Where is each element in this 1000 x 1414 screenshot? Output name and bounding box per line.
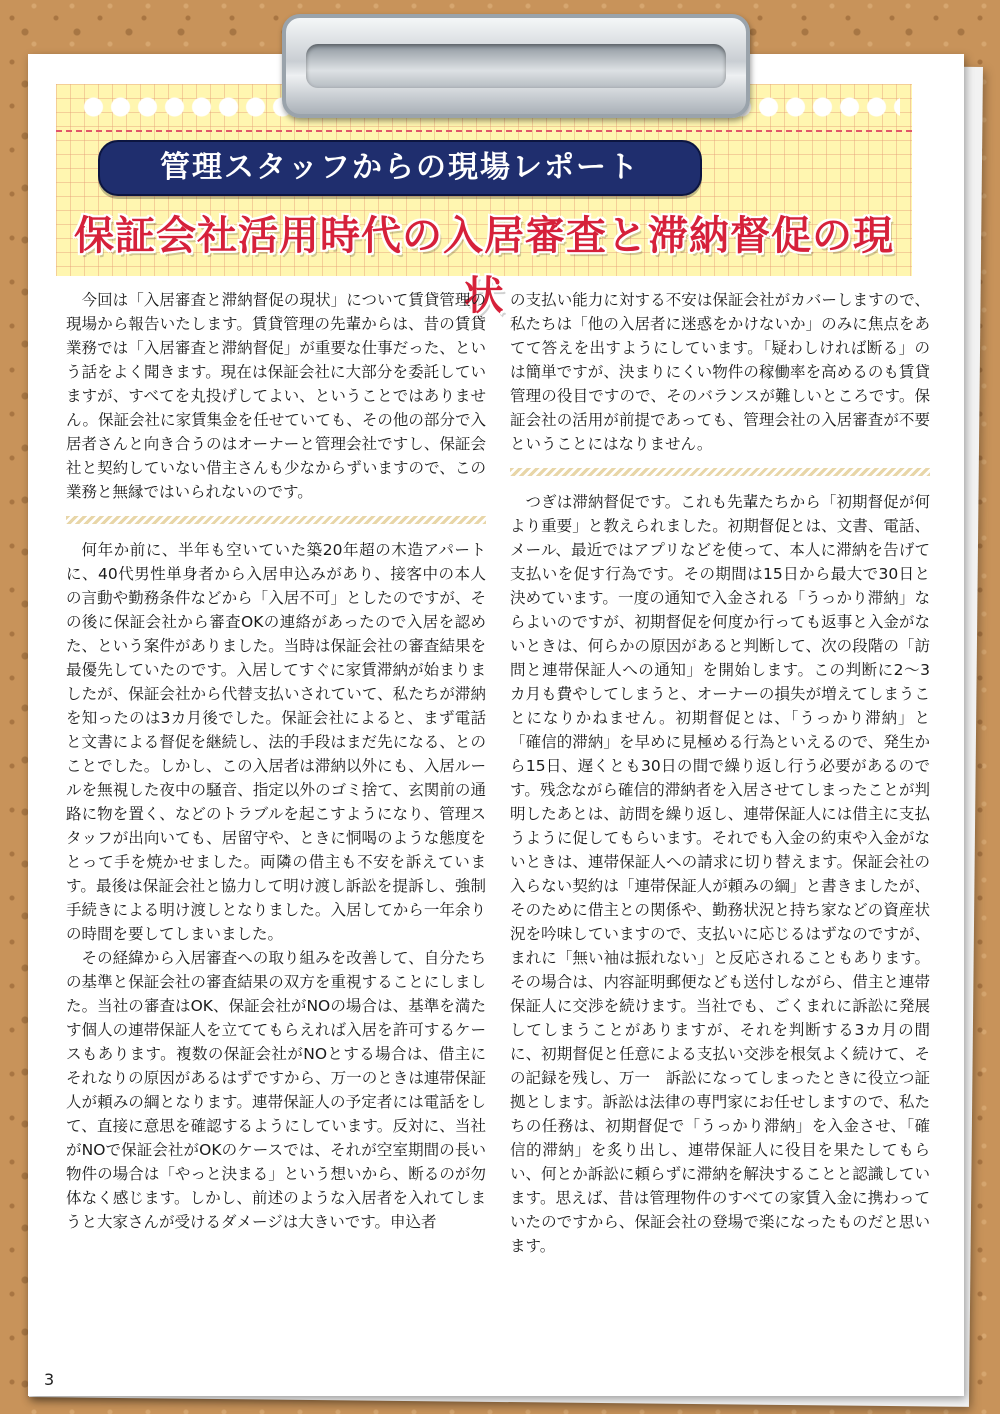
header-dashed-divider <box>56 130 912 132</box>
right-column <box>510 288 930 1258</box>
paragraph-separator <box>510 468 930 476</box>
paragraph: つぎは滞納督促です。これも先輩たちから「初期督促が何より重要」と教えられました。初期督促とは、文書、電話、メール、最近ではアプリなどを使って、本人に滞納を告げて支払いを促す行為です。その期間は15日から最大で30日と決めています。一度の通知で入金される「うっかり滞納」ならよいのですが、初期督促を何度か行っても返事と入金がないときは、何らかの原因があると判断して、次の段階の「訪問と連帯保証人への通知」を開始します。この判断に2〜3カ月も費やしてしまうと、オーナーの損失が増えてしまうことになりかねません。初期督促とは、「うっかり滞納」と「確信的滞納」を早めに見極める行為といえるので、発生から15日、遅くとも30日の間で繰り返し行う必要があるのです。残念ながら確信的滞納者を入居させてしまったことが判明したあとは、訪問を繰り返し、連帯保証人には借主に支払うように促してもらいます。それでも入金の約束や入金がないときは、連帯保証人への請求に切り替えます。保証会社の入らない契約は「連帯保証人が頼みの綱」と書きましたが、そのために借主との関係や、勤務状況と持ち家などの資産状況を吟味していますので、支払いに応じるはずなのですが、まれに「無い袖は振れない」と反応されることもあります。その場合は、内容証明郵便なども送付しながら、借主と連帯保証人に交渉を続けます。当社でも、ごくまれに訴訟に発展してしまうことがありますが、それを判断する3カ月の間に、初期督促と任意による支払い交渉を根気よく続けて、その記録を残し、万一 訴訟になってしまったときに役立つ証拠とします。訴訟は法律の専門家にお任せしますので、私たちの任務は、初期督促で「うっかり滞納」を入金させ、「確信的滞納」を炙り出し、連帯保証人に役目を果たしてもらい、何とか訴訟に頼らずに滞納を解決することと認識しています。思えば、昔は管理物件のすべての家賃入金に携わっていたのですから、保証会社の登場で楽になったものだと思います。 <box>510 493 930 1255</box>
paragraph: その経緯から入居審査への取り組みを改善して、自分たちの基準と保証会社の審査結果の双方を重視することにしました。当社の審査はOK、保証会社がNOの場合は、基準を満たす個人の連帯保証人を立ててもらえれば入居を許可するケースもあります。複数の保証会社がNOとする場合は、借主にそれなりの原因があるはずですから、万一のときは連帯保証人が頼みの綱となります。連帯保証人の予定者には電話をして、直接に意思を確認するようにしています。反対に、当社がNOで保証会社がOKのケースでは、それが空室期間の長い物件の場合は「やっと決まる」という想いから、断るのが勿体なく感じます。しかし、前述のような入居者を入れてしまうと大家さんが受けるダメージは大きいです。申込者 <box>66 949 486 1231</box>
left-column <box>66 288 486 1234</box>
paragraph-separator <box>66 516 486 524</box>
clipboard-clip-icon <box>282 14 750 118</box>
paragraph: の支払い能力に対する不安は保証会社がカバーしますので、私たちは「他の入居者に迷惑をかけないか」のみに焦点をあてて答えを出すようにしています。「疑わしければ断る」のは簡単ですが、決まりにくい物件の稼働率を高めるのも賃貸管理の役目ですので、そのバランスが難しいところです。保証会社の活用が前提であっても、管理会社の入居審査が不要ということにはなりません。 <box>510 291 930 453</box>
page-title: 保証会社活用時代の入居審査と滞納督促の現状 <box>74 213 894 319</box>
page-number: 3 <box>44 1370 55 1389</box>
paragraph: 今回は「入居審査と滞納督促の現状」について賃貸管理の現場から報告いたします。賃貸管理の先輩からは、昔の賃貸業務では「入居審査と滞納督促」が重要な仕事だった、という話をよく聞きます。現在は保証会社に大部分を委託していますが、すべてを丸投げしてよい、ということではありません。保証会社に家賃集金を任せていても、その他の部分で入居者さんと向き合うのはオーナーと管理会社ですし、保証会社と契約していない借主さんも少なからずいますので、この業務と無縁ではいられないのです。 <box>66 291 486 501</box>
clip-inner <box>306 44 726 88</box>
paragraph: 何年か前に、半年も空いていた築20年超の木造アパートに、40代男性単身者から入居申込みがあり、接客中の本人の言動や勤務条件などから「入居不可」としたのですが、その後に保証会社から審査OKの連絡があったので入居を認めた、という案件がありました。当時は保証会社の審査結果を最優先していたのです。入居してすぐに家賃滞納が始まりましたが、保証会社から代替支払いされていて、私たちが滞納を知ったのは3カ月後でした。保証会社によると、まず電話と文書による督促を継続し、法的手段はまだ先になる、とのことでした。しかし、この入居者は滞納以外にも、入居ルールを無視した夜中の騒音、指定以外のゴミ捨て、玄関前の通路に物を置く、などのトラブルを起こすようになり、管理スタッフが出向いても、居留守や、ときに恫喝のような態度をとって手を焼かせました。両隣の借主も不安を訴えています。最後は保証会社と協力して明け渡し訴訟を提訴し、強制手続きによる明け渡しとなりました。入居してから一年余りの時間を要してしまいました。 <box>66 541 486 943</box>
section-kicker-label: 管理スタッフからの現場レポート <box>98 140 702 196</box>
